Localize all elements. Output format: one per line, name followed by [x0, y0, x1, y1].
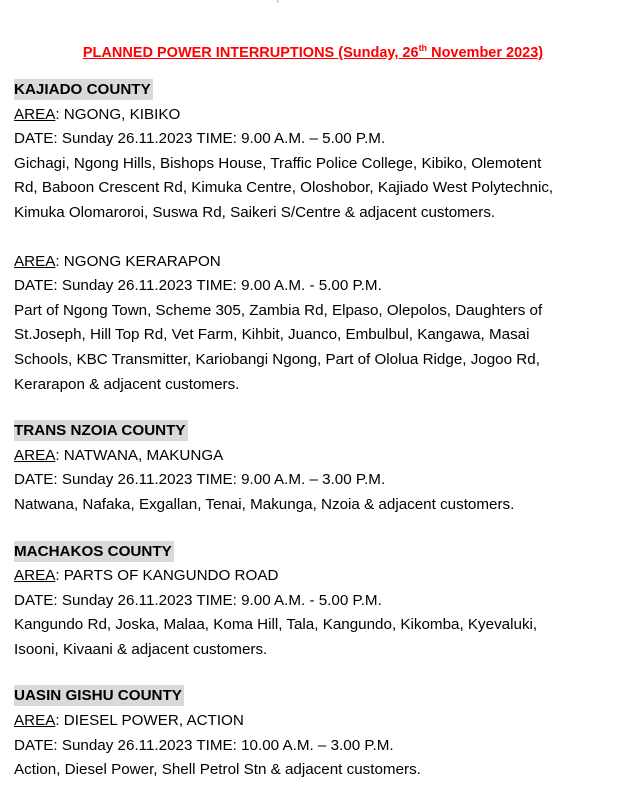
page-title	[0, 42, 626, 64]
area-label: AREA	[14, 712, 56, 730]
affected-areas-line: Schools, KBC Transmitter, Kariobangi Ngong, Part of Ololua Ridge, Jogoo Rd,	[14, 350, 540, 368]
area-entry	[14, 103, 622, 226]
date-time-line: DATE: Sunday 26.11.2023 TIME: 9.00 A.M. – 5.00 P.M.	[14, 130, 386, 148]
date-time-line: DATE: Sunday 26.11.2023 TIME: 9.00 A.M. – 3.00 P.M.	[14, 471, 386, 489]
county-section	[14, 419, 622, 517]
affected-areas-line: Part of Ngong Town, Scheme 305, Zambia Rd, Elpaso, Olepolos, Daughters of	[14, 301, 543, 319]
stray-mark: '	[277, 0, 279, 9]
area-entry	[14, 564, 622, 662]
date-time-line: DATE: Sunday 26.11.2023 TIME: 10.00 A.M. – 3.00 P.M.	[14, 736, 394, 754]
affected-areas-line: Rd, Baboon Crescent Rd, Kimuka Centre, Oloshobor, Kajiado West Polytechnic,	[14, 179, 554, 197]
county-section	[14, 78, 622, 397]
interruptions-list	[14, 78, 622, 783]
county-section	[14, 684, 622, 782]
area-line	[14, 564, 622, 589]
area-line	[14, 444, 622, 469]
area-entry	[14, 250, 622, 398]
area-line	[14, 103, 622, 128]
county-section	[14, 540, 622, 663]
affected-areas-line: Kangundo Rd, Joska, Malaa, Koma Hill, Tala, Kangundo, Kikomba, Kyevaluki,	[14, 616, 538, 634]
area-value: : NGONG KERARAPON	[55, 252, 221, 270]
area-entry	[14, 709, 622, 783]
affected-areas-line: St.Joseph, Hill Top Rd, Vet Farm, Kihbit, Juanco, Embulbul, Kangawa, Masai	[14, 326, 530, 344]
affected-areas-line: Gichagi, Ngong Hills, Bishops House, Traffic Police College, Kibiko, Olemotent	[14, 154, 542, 172]
title-text: PLANNED POWER INTERRUPTIONS (Sunday, 26	[82, 45, 419, 61]
county-name: UASIN GISHU COUNTY	[14, 687, 182, 705]
affected-areas-line: Action, Diesel Power, Shell Petrol Stn & adjacent customers.	[14, 761, 421, 779]
affected-areas-line: Kerarapon & adjacent customers.	[14, 375, 240, 393]
affected-areas-line: Natwana, Nafaka, Exgallan, Tenai, Makunga, Nzoia & adjacent customers.	[14, 495, 515, 513]
date-time-line: DATE: Sunday 26.11.2023 TIME: 9.00 A.M. - 5.00 P.M.	[14, 277, 382, 295]
area-label: AREA	[14, 567, 56, 585]
title-superscript: th	[418, 43, 428, 54]
affected-areas-line: Kimuka Olomaroroi, Suswa Rd, Saikeri S/Centre & adjacent customers.	[14, 203, 496, 221]
date-time-line: DATE: Sunday 26.11.2023 TIME: 9.00 A.M. - 5.00 P.M.	[14, 591, 382, 609]
county-name: TRANS NZOIA COUNTY	[14, 422, 186, 440]
title-text-end: November 2023)	[427, 45, 544, 61]
area-label: AREA	[14, 446, 56, 464]
area-label: AREA	[14, 105, 56, 123]
area-entry	[14, 444, 622, 518]
area-line	[14, 709, 622, 734]
area-value: : DIESEL POWER, ACTION	[55, 712, 244, 730]
affected-areas-line: Isooni, Kivaani & adjacent customers.	[14, 640, 268, 658]
area-value: : PARTS OF KANGUNDO ROAD	[55, 567, 279, 585]
county-name: KAJIADO COUNTY	[14, 81, 151, 98]
area-value: : NATWANA, MAKUNGA	[55, 446, 224, 464]
county-name: MACHAKOS COUNTY	[14, 542, 172, 560]
area-line	[14, 250, 622, 275]
area-value: : NGONG, KIBIKO	[55, 105, 181, 123]
area-label: AREA	[14, 252, 56, 270]
